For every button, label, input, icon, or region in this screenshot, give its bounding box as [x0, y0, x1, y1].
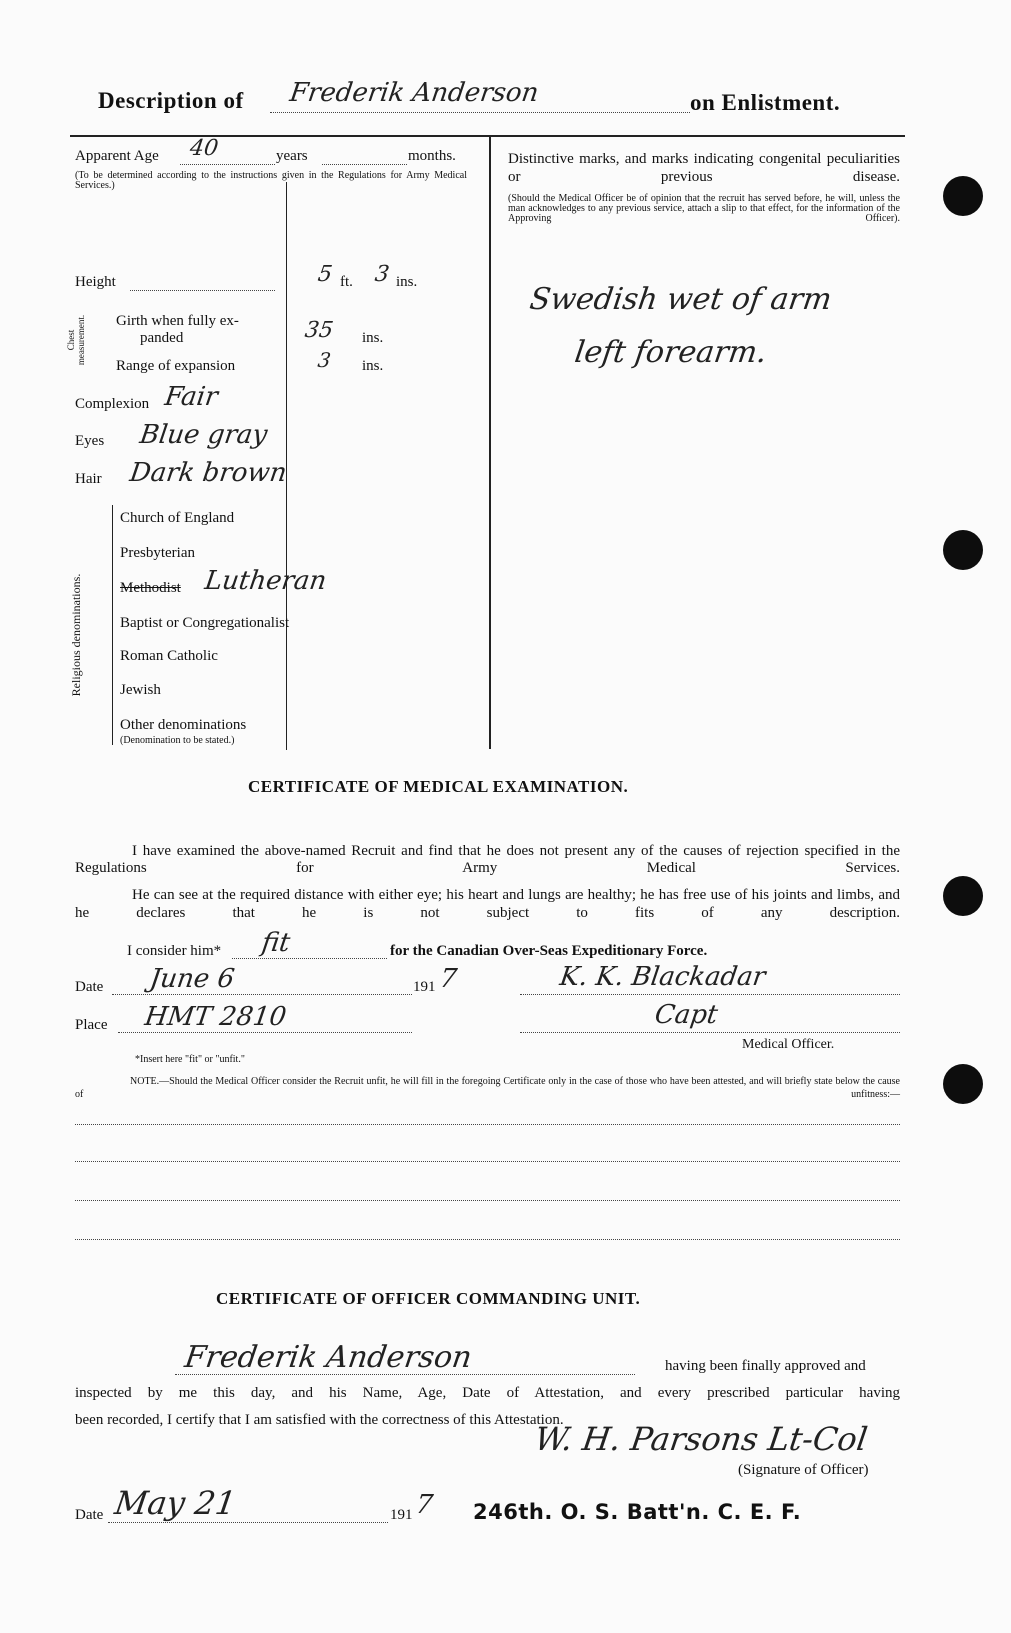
unfit-note: NOTE.—Should the Medical Officer consider the Recruit unfit, he will fill in the foregoing Certificate only in the case of those who have been attested, and will briefly state below the cause of unfitness:— — [75, 1076, 900, 1100]
girth-label: Girth when fully ex- — [116, 313, 239, 329]
age-note: (To be determined according to the instructions given in the Regulations for Army Medical Services.) — [75, 170, 467, 191]
commanding-date-value: May 21 — [112, 1484, 239, 1522]
religion-label: Religious denominations. — [69, 573, 83, 697]
ft-label: ft. — [340, 274, 353, 290]
ins-label: ins. — [362, 358, 384, 374]
distinctive-marks-value: Swedish wet of arm — [527, 282, 834, 317]
age-label: Apparent Age — [75, 148, 159, 164]
date-label: Date — [75, 979, 104, 995]
medical-officer-signature: K. K. Blackadar — [557, 962, 768, 992]
unfit-reason-line — [75, 1124, 900, 1125]
dotted-line — [520, 994, 900, 995]
years-label: years — [276, 148, 308, 164]
eyes-label: Eyes — [75, 433, 105, 449]
unit-stamp: 246th. O. S. Batt'n. C. E. F. — [473, 1500, 802, 1524]
medical-officer-label: Medical Officer. — [742, 1037, 835, 1052]
year-value: 7 — [437, 964, 459, 994]
medical-officer-rank: Capt — [652, 1000, 720, 1030]
dotted-line — [270, 112, 690, 113]
signature-label: (Signature of Officer) — [738, 1462, 869, 1478]
religion-option: Methodist — [120, 580, 181, 596]
girth-value: 35 — [303, 318, 335, 343]
religion-option: Presbyterian — [120, 545, 195, 561]
complexion-label: Complexion — [75, 396, 150, 412]
dotted-line — [520, 1032, 900, 1033]
commanding-text-1: having been finally approved and — [665, 1358, 866, 1374]
religion-option: Baptist or Congregationalist — [120, 615, 290, 631]
force-label: for the Canadian Over-Seas Expeditionary Force. — [390, 943, 708, 959]
year-prefix: 191 — [413, 979, 436, 995]
unfit-reason-line — [75, 1161, 900, 1162]
distinctive-marks-value-2: left forearm. — [572, 335, 769, 370]
dotted-line — [232, 958, 387, 959]
dotted-line — [108, 1522, 388, 1523]
punch-hole — [943, 1064, 983, 1104]
commanding-recruit-name: Frederik Anderson — [182, 1340, 475, 1375]
punch-hole — [943, 876, 983, 916]
religion-option: Jewish — [120, 682, 161, 698]
dotted-line — [322, 164, 407, 165]
year-value: 7 — [413, 1490, 435, 1520]
religion-option: Other denominations — [120, 717, 247, 733]
eyes-value: Blue gray — [137, 420, 270, 450]
religion-option: Church of England — [120, 510, 235, 526]
girth-label-2: panded — [140, 330, 184, 346]
commanding-officer-signature: W. H. Parsons Lt-Col — [532, 1420, 870, 1458]
place-value: HMT 2810 — [142, 1002, 289, 1032]
distinctive-marks-note: (Should the Medical Officer be of opinion that the recruit has served before, he will, unless the man acknowledges to any previous service, attach a slip to that effect, for the information of the Approving Officer). — [508, 193, 900, 224]
commanding-certificate-title: CERTIFICATE OF OFFICER COMMANDING UNIT. — [216, 1289, 641, 1308]
range-label: Range of expansion — [116, 358, 236, 374]
dotted-line — [130, 290, 275, 291]
date-label: Date — [75, 1507, 104, 1523]
complexion-value: Fair — [162, 382, 220, 412]
insert-note: *Insert here "fit" or "unfit." — [135, 1054, 245, 1065]
denomination-note: (Denomination to be stated.) — [120, 735, 235, 746]
age-value: 40 — [188, 136, 220, 161]
distinctive-marks-title: Distinctive marks, and marks indicating congenital peculiarities or previous disease. — [508, 151, 900, 185]
year-prefix: 191 — [390, 1507, 413, 1523]
height-label: Height — [75, 274, 116, 290]
religion-option: Roman Catholic — [120, 648, 218, 664]
height-ft: 5 — [316, 262, 334, 287]
height-in: 3 — [373, 262, 391, 287]
fit-value: fit — [259, 928, 292, 958]
medical-paragraph-2: He can see at the required distance with either eye; his heart and lungs are healthy; he has free use of his joints and limbs, and he declares that he is not subject to fits of any description. — [75, 887, 900, 921]
unfit-reason-line — [75, 1200, 900, 1201]
unfit-reason-line — [75, 1239, 900, 1240]
hair-value: Dark brown — [127, 458, 289, 488]
divider — [489, 137, 491, 749]
range-value: 3 — [316, 348, 333, 372]
hair-label: Hair — [75, 471, 102, 487]
title-suffix: on Enlistment. — [690, 90, 841, 115]
months-label: months. — [408, 148, 456, 164]
commanding-text-2: inspected by me this day, and his Name, Age, Date of Attestation, and every prescribed particular having — [75, 1385, 900, 1401]
title-prefix: Description of — [98, 88, 244, 113]
ins-label: ins. — [362, 330, 384, 346]
punch-hole — [943, 176, 983, 216]
place-label: Place — [75, 1017, 108, 1033]
medical-date-value: June 6 — [147, 964, 237, 994]
dotted-line — [180, 164, 275, 165]
punch-hole — [943, 530, 983, 570]
medical-certificate-title: CERTIFICATE OF MEDICAL EXAMINATION. — [248, 777, 629, 796]
religion-value: Lutheran — [202, 566, 329, 596]
divider — [112, 505, 113, 745]
dotted-line — [112, 994, 412, 995]
commanding-text-3: been recorded, I certify that I am satisfied with the correctness of this Attestation. — [75, 1412, 564, 1428]
medical-paragraph-1: I have examined the above-named Recruit and find that he does not present any of the causes of rejection specified in the Regulations for Army Medical Services. — [75, 843, 900, 876]
ins-label: ins. — [396, 274, 418, 290]
dotted-line — [118, 1032, 412, 1033]
chest-label: Chest measurement. — [66, 314, 86, 366]
recruit-name: Frederik Anderson — [287, 78, 541, 108]
consider-label: I consider him* — [127, 943, 222, 959]
